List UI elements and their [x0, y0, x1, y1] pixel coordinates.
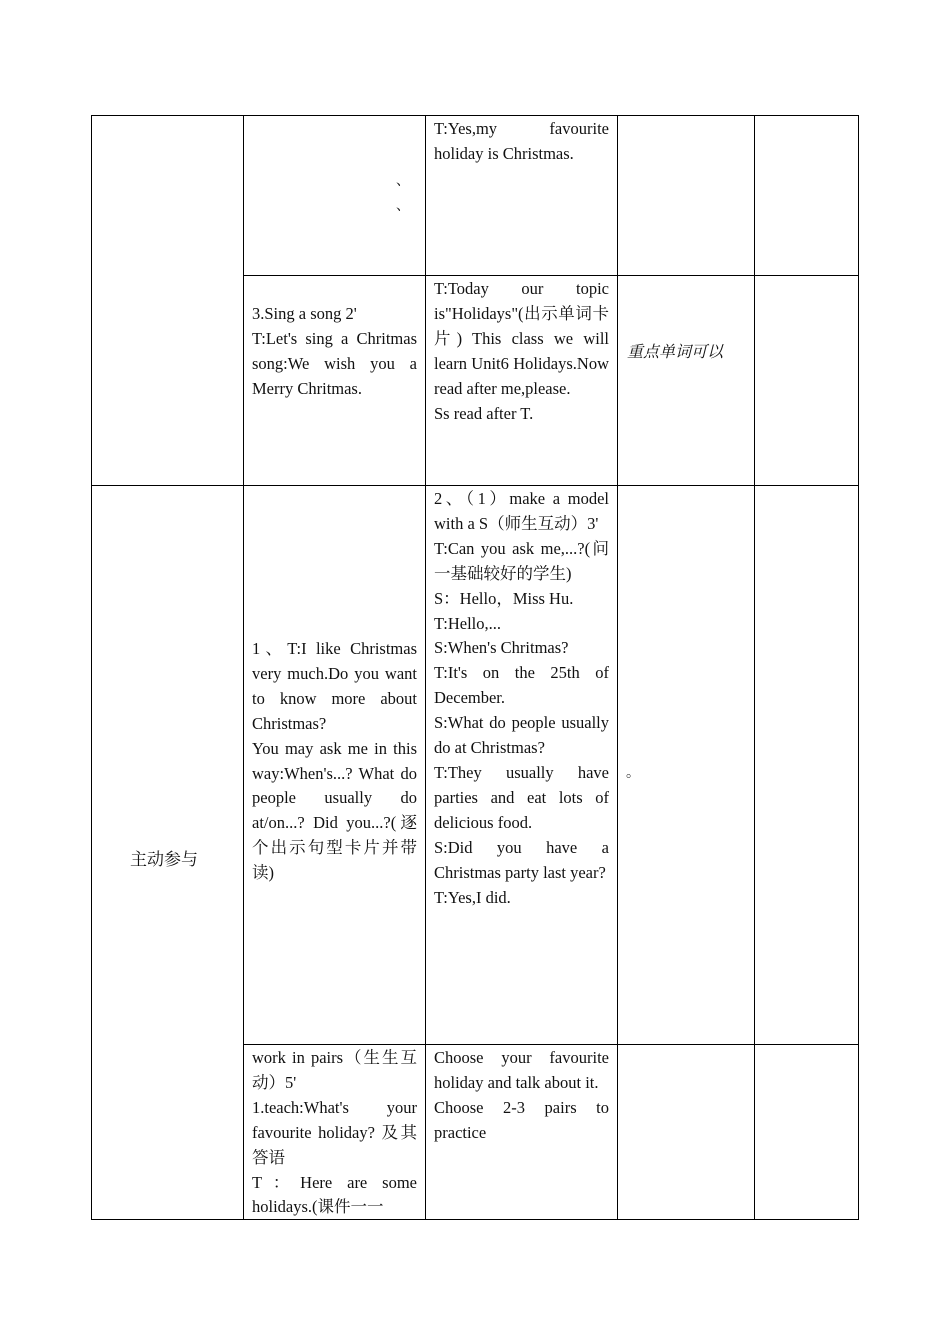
- col-border-4: [754, 115, 755, 1220]
- row3-col3-text: [434, 487, 609, 910]
- paragraph: T:It's on the 25th of December.: [434, 663, 609, 708]
- section-label: 主动参与: [130, 850, 198, 870]
- punctuation-mark: 、: [396, 173, 410, 189]
- paragraph: T:Let's sing a Chritmas song:We wish you a Merry Chritmas.: [252, 328, 417, 398]
- paragraph: 1.teach:What's your favourite holiday? 及其答语: [252, 1097, 417, 1167]
- paragraph: S:What do people usually do at Christmas?: [434, 713, 609, 758]
- paragraph: T：Here are some holidays.(课件一一: [252, 1172, 417, 1217]
- paragraph: Ss read after T.: [434, 403, 534, 423]
- paragraph: T:Yes,I did.: [434, 887, 511, 907]
- paragraph: 3.Sing a song 2': [252, 304, 357, 323]
- col-border-3: [617, 115, 618, 1220]
- row-divider-1: [243, 275, 859, 276]
- row2-col2-text: [252, 302, 417, 402]
- table-bottom-border: [91, 1219, 859, 1220]
- row4-col3-text: [434, 1046, 609, 1146]
- paragraph: 2、（1）make a model with a S（师生互动）3': [434, 489, 609, 533]
- paragraph: work in pairs（生生互动）5': [252, 1048, 417, 1092]
- paragraph: T:Today our topic is"Holidays"(出示单词卡片) This class we will learn Unit6 Holidays.Now read after me,please.: [434, 279, 609, 398]
- paragraph: 1、T:I like Christmas very much.Do you want to know more about Christmas?: [252, 639, 417, 733]
- col-border-1: [243, 115, 244, 1220]
- col-border-5: [858, 115, 859, 1220]
- row2-col3-text: [434, 277, 609, 426]
- paragraph: Choose your favourite holiday and talk about it.: [434, 1048, 609, 1092]
- row3-col2-text: [252, 637, 417, 886]
- table-top-border: [91, 115, 859, 116]
- paragraph: T:They usually have parties and eat lots of delicious food.: [434, 762, 609, 832]
- col-border-0: [91, 115, 92, 1220]
- row2-col4-note: 重点单词可以: [627, 342, 724, 361]
- paragraph: T:Yes,my favourite holiday is Christmas.: [434, 119, 609, 163]
- paragraph: T:Can you ask me,...?(问一基础较好的学生): [434, 538, 609, 583]
- punctuation-mark: 。: [626, 765, 640, 781]
- row4-col2-text: [252, 1046, 417, 1220]
- col-border-2: [425, 115, 426, 1220]
- paragraph: You may ask me in this way:When's...? What do people usually do at/on...? Did you...?(逐个出示句型卡片并带读): [252, 738, 417, 883]
- paragraph: S:When's Chritmas?: [434, 638, 569, 658]
- row-divider-3: [243, 1044, 859, 1045]
- paragraph: Choose 2-3 pairs to practice: [434, 1097, 609, 1142]
- punctuation-mark: 、: [396, 198, 410, 214]
- row-divider-2: [91, 485, 859, 486]
- paragraph: S：Hello，Miss Hu.: [434, 588, 574, 608]
- paragraph: T:Hello,...: [434, 613, 501, 633]
- paragraph: S:Did you have a Christmas party last year?: [434, 837, 609, 882]
- row1-col3-text: [434, 117, 609, 167]
